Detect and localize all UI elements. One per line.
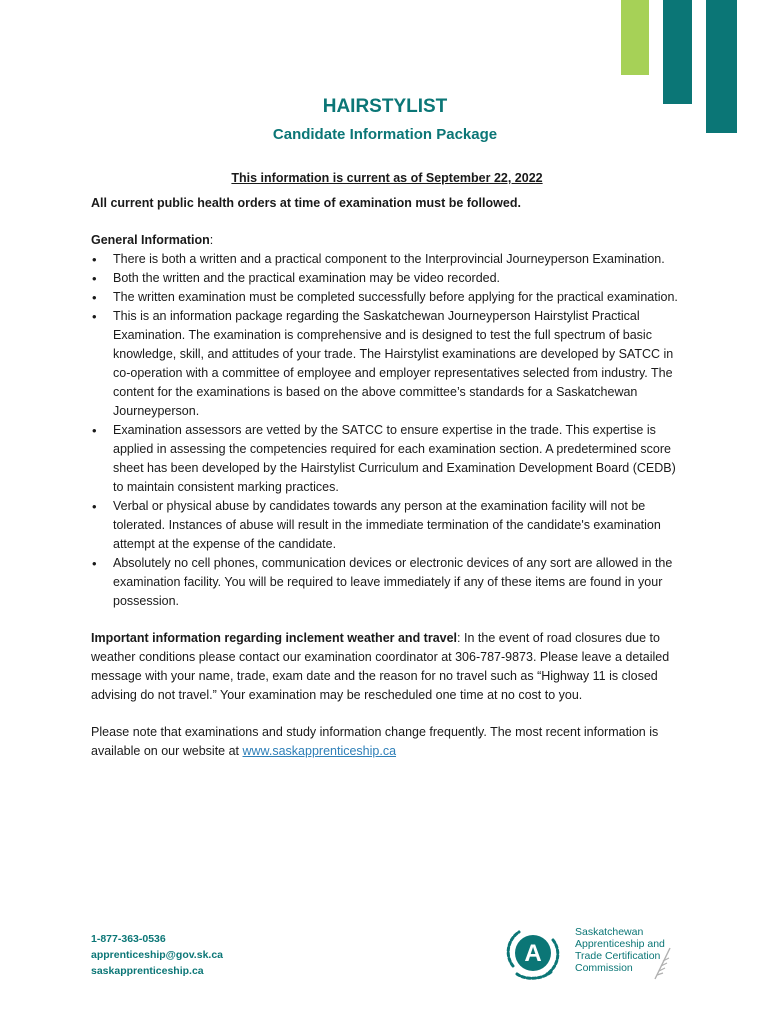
decorative-bar-teal-short: [663, 0, 692, 104]
list-item: • Examination assessors are vetted by the SATCC to ensure expertise in the trade. This expertise is applied in assessing the competencies required for each examination section. A predetermined score sheet has been developed by the Hairstylist Curriculum and Examination Development Board (CEDB) to maintain consistent marking practices.: [91, 421, 681, 497]
list-item: • This is an information package regarding the Saskatchewan Journeyperson Hairstylist Practical Examination. The examination is comprehensive and is designed to test the full spectrum of basic knowledge, skill, and attitudes of your trade. The Hairstylist examinations are developed by SATCC in co-operation with a committee of employee and employer representatives selected from industry. The content for the examinations is based on the above committee’s standards for a Saskatchewan Journeyperson.: [91, 307, 681, 421]
general-information-colon: :: [209, 233, 214, 247]
logo-line: Trade Certification: [575, 950, 661, 962]
weather-paragraph: [91, 629, 681, 705]
general-information-heading: [91, 231, 681, 250]
website-paragraph: [91, 723, 681, 761]
health-orders-notice: All current public health orders at time of examination must be followed.: [91, 196, 521, 210]
document-title: HAIRSTYLIST: [322, 96, 448, 117]
list-item: • There is both a written and a practical component to the Interprovincial Journeyperson Examination.: [91, 250, 681, 269]
list-item: • Absolutely no cell phones, communication devices or electronic devices of any sort are allowed in the examination facility. You will be required to leave immediately if any of these items are found in your possession.: [91, 554, 681, 611]
satcc-emblem-icon: [503, 926, 567, 980]
website-note-text: Please note that examinations and study information change frequently. The most recent information is available on our website at: [91, 725, 659, 758]
decorative-bar-green: [621, 0, 649, 75]
weather-label: Important information regarding inclement weather and travel: [91, 631, 458, 645]
satcc-logo: [503, 924, 693, 980]
general-information-label: General Information: [91, 233, 210, 247]
list-item: • The written examination must be completed successfully before applying for the practical examination.: [91, 288, 681, 307]
website-link[interactable]: www.saskapprenticeship.ca: [242, 744, 397, 758]
general-information-list: [91, 250, 681, 611]
document-subtitle: Candidate Information Package: [272, 126, 498, 143]
footer-phone[interactable]: 1-877-363-0536: [91, 933, 166, 945]
logo-letter: A: [524, 940, 542, 967]
logo-line: Apprenticeship and: [575, 938, 665, 950]
footer-website[interactable]: saskapprenticeship.ca: [91, 965, 204, 977]
logo-line: Saskatchewan: [575, 926, 644, 938]
footer-email[interactable]: apprenticeship@gov.sk.ca: [91, 949, 224, 961]
currency-notice: This information is current as of September 22, 2022: [231, 171, 543, 185]
logo-line: Commission: [575, 962, 633, 974]
list-item: • Verbal or physical abuse by candidates towards any person at the examination facility will not be tolerated. Instances of abuse will result in the immediate termination of the candidate's examination attempt at the expense of the candidate.: [91, 497, 681, 554]
footer-contact: [91, 931, 223, 979]
document-body: [91, 169, 681, 761]
list-item: • Both the written and the practical examination may be video recorded.: [91, 269, 681, 288]
wheat-icon: [651, 946, 673, 980]
weather-text: : In the event of road closures due to weather conditions please contact our examination coordinator at 306-787-9873. Please leave a detailed message with your name, trade, exam date and the reason for no travel such as “Highway 11 is closed advising do not travel.” Your examination may be rescheduled one time at no cost to you.: [91, 631, 670, 702]
